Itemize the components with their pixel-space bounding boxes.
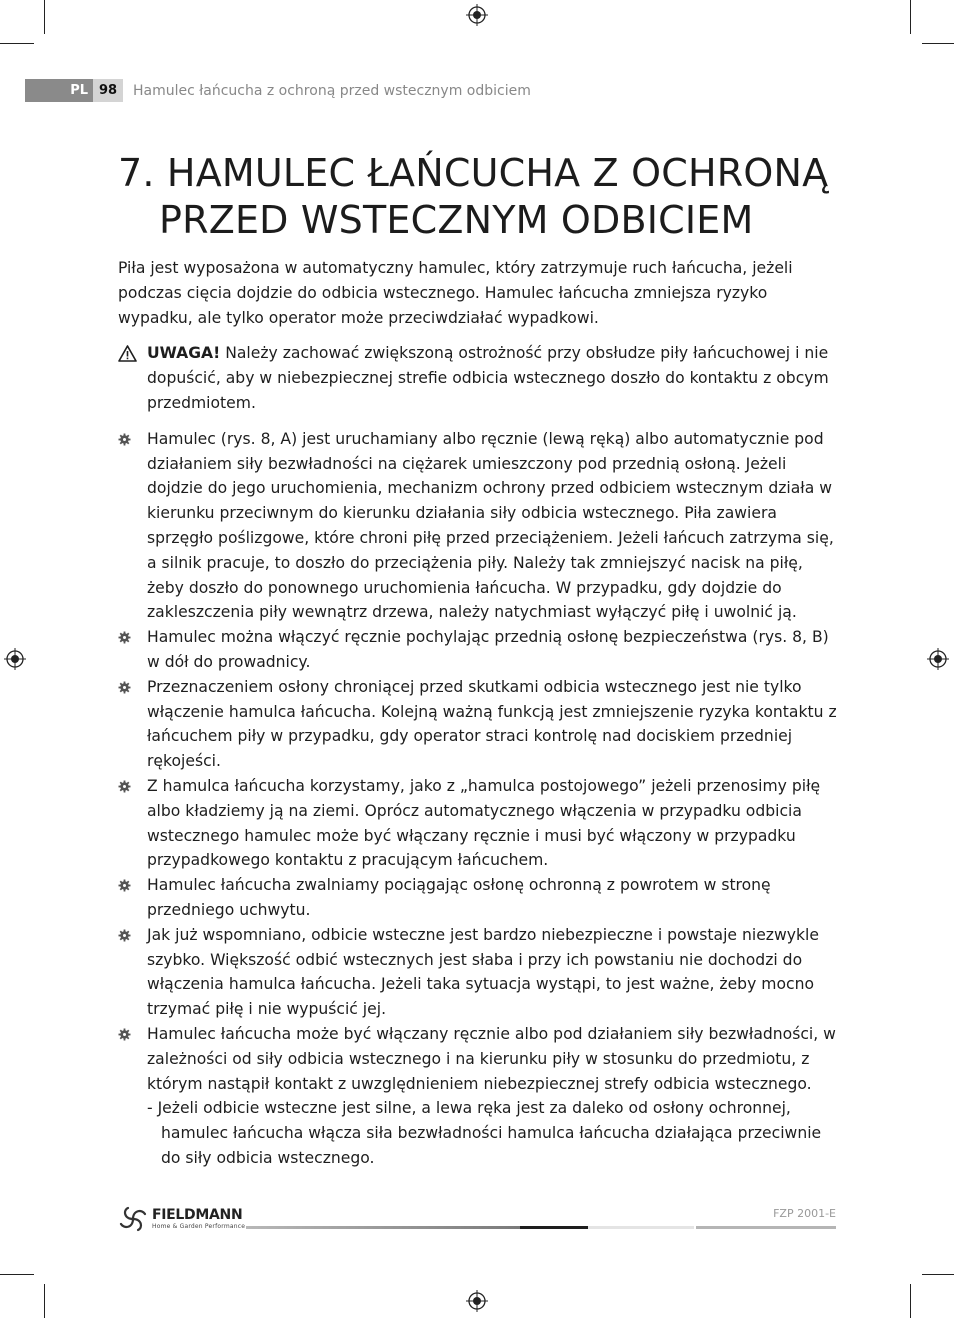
gear-bullet-icon [118,681,131,694]
warning-triangle-icon [118,345,137,362]
sub-item-text: - Jeżeli odbicie wsteczne jest silne, a lewa ręka jest za daleko od osłony ochronnej, hamulec łańcucha włącza siła bezwładności hamulca łańcucha działająca przeciwnie do siły odbicia wstecznego. [147,1099,822,1167]
running-title: Hamulec łańcucha z ochroną przed wstecznym odbiciem [133,82,531,99]
page-number: 98 [93,79,123,102]
list-item-text: Z hamulca łańcucha korzystamy, jako z „hamulca postojowego” jeżeli przenosimy piłę albo kładziemy ją na ziemi. Oprócz automatycznego włączenia w przypadku odbicia wstecznego hamulec może być włączany ręcznie i musi być włączony w przypadku przypadkowego kontaktu z pracującym łańcuchem. [147,776,821,870]
gear-bullet-icon [118,929,131,942]
registration-mark-icon [466,1290,488,1312]
gear-bullet-icon [118,631,131,644]
list-item-text: Hamulec łańcucha może być włączany ręcznie albo pod działaniem siły bezwładności, w zależności od siły odbicia wstecznego i na kierunku piły w stosunku do przedmiotu, z którym nastąpił kontakt z uwzględnieniem niebezpiecznej strefy odbicia wstecznego. [147,1024,836,1093]
registration-mark-icon [466,4,488,26]
model-number: FZP 2001-E [773,1207,836,1220]
list-item [118,873,840,923]
list-item-text: Przeznaczeniem osłony chroniącej przed skutkami odbicia wstecznego jest nie tylko włączenie hamulca łańcucha. Kolejną ważną funkcją jest zmniejszenie ryzyka kontaktu z łańcuchem piły w przypadku, gdy operator straci kontrolę nad dociskiem przedniej rękojeści. [147,677,837,771]
crop-mark [0,1274,34,1275]
intro-paragraph: Piła jest wyposażona w automatyczny hamulec, który zatrzymuje ruch łańcucha, jeżeli podczas cięcia dojdzie do odbicia wstecznego. Hamulec łańcucha zmniejsza ryzyko wypadku, ale tylko operator może przeciwdziałać wypadkowi. [118,259,793,327]
crop-mark [922,43,954,44]
list-item-text: Hamulec (rys. 8, A) jest uruchamiany albo ręcznie (lewą ręką) albo automatycznie pod działaniem siły bezwładności na ciężarek umieszczony pod przednią osłoną. Jeżeli dojdzie do jego uruchomienia, mechanizm ochrony przed odbiciem wstecznym działa w kierunku przeciwnym do kierunku działania siły odbicia wstecznego. Piła zawiera sprzęgło poślizgowe, które chroni piłę przed przeciążeniem. Jeżeli łańcuch zatrzyma się, a silnik pracuje, to doszło do przeciążenia piły. Należy tak zmniejszyć nacisk na piłę, żeby doszło do ponownego uruchomienia łańcucha. W przypadku, gdy dojdzie do zakleszczenia piły wewnątrz drzewa, należy natychmiast wyłączyć piłę i uwolnić ją. [147,429,834,622]
list-item-text: Hamulec łańcucha zwalniamy pociągając osłonę ochronną z powrotem w stronę przedniego uchwytu. [147,876,771,919]
footer-rule [696,1226,836,1229]
crop-mark [0,43,34,44]
list-item-text: Hamulec można włączyć ręcznie pochylając przednią osłonę bezpieczeństwa (rys. 8, B) w dół do prowadnicy. [147,628,829,671]
language-tag: PL [25,79,93,102]
gear-bullet-icon [118,780,131,793]
gear-bullet-icon [118,879,131,892]
brand-tagline: Home & Garden Performance [152,1223,246,1230]
list-item [118,675,840,774]
section-title-line-1: 7. HAMULEC ŁAŃCUCHA Z OCHRONĄ [118,151,829,195]
bullet-list [118,427,840,1171]
section-title [118,150,828,244]
registration-mark-icon [4,648,26,670]
registration-mark-icon [927,648,949,670]
crop-mark [910,1284,911,1318]
list-item [118,625,840,675]
gear-bullet-icon [118,433,131,446]
list-item-text: Jak już wspomniano, odbicie wsteczne jest bardzo niebezpieczne i powstaje niezwykle szybko. Większość odbić wstecznych jest słaba i przy ich powstaniu nie dochodzi do włączenia hamulca łańcucha. Jeżeli taka sytuacja wystąpi, to jest ważne, żeby mocno trzymać piłę i nie wypuścić jej. [147,925,819,1019]
crop-mark [922,1274,954,1275]
crop-mark [44,1284,45,1318]
crop-mark [910,0,911,34]
warning-note [118,341,840,415]
brand-name: FIELDMANN [152,1207,243,1223]
list-item [118,923,840,1022]
warning-label: UWAGA! [147,344,221,363]
brand-logo [118,1206,245,1232]
main-content [118,256,840,1171]
gear-bullet-icon [118,1028,131,1041]
list-item [118,427,840,625]
section-title-line-2: PRZED WSTECZNYM ODBICIEM [159,198,754,242]
list-item [118,774,840,873]
warning-text: Należy zachować zwiększoną ostrożność przy obsłudze piły łańcuchowej i nie dopuścić, aby w niebezpiecznej strefie odbicia wstecznego doszło do kontaktu z obcym przedmiotem. [147,344,829,412]
list-item [118,1022,840,1171]
fieldmann-swirl-icon [118,1206,148,1232]
crop-mark [44,0,45,34]
running-header [25,79,531,102]
footer-rule [246,1226,520,1229]
footer-rule [588,1226,694,1229]
footer-rule [520,1226,588,1229]
